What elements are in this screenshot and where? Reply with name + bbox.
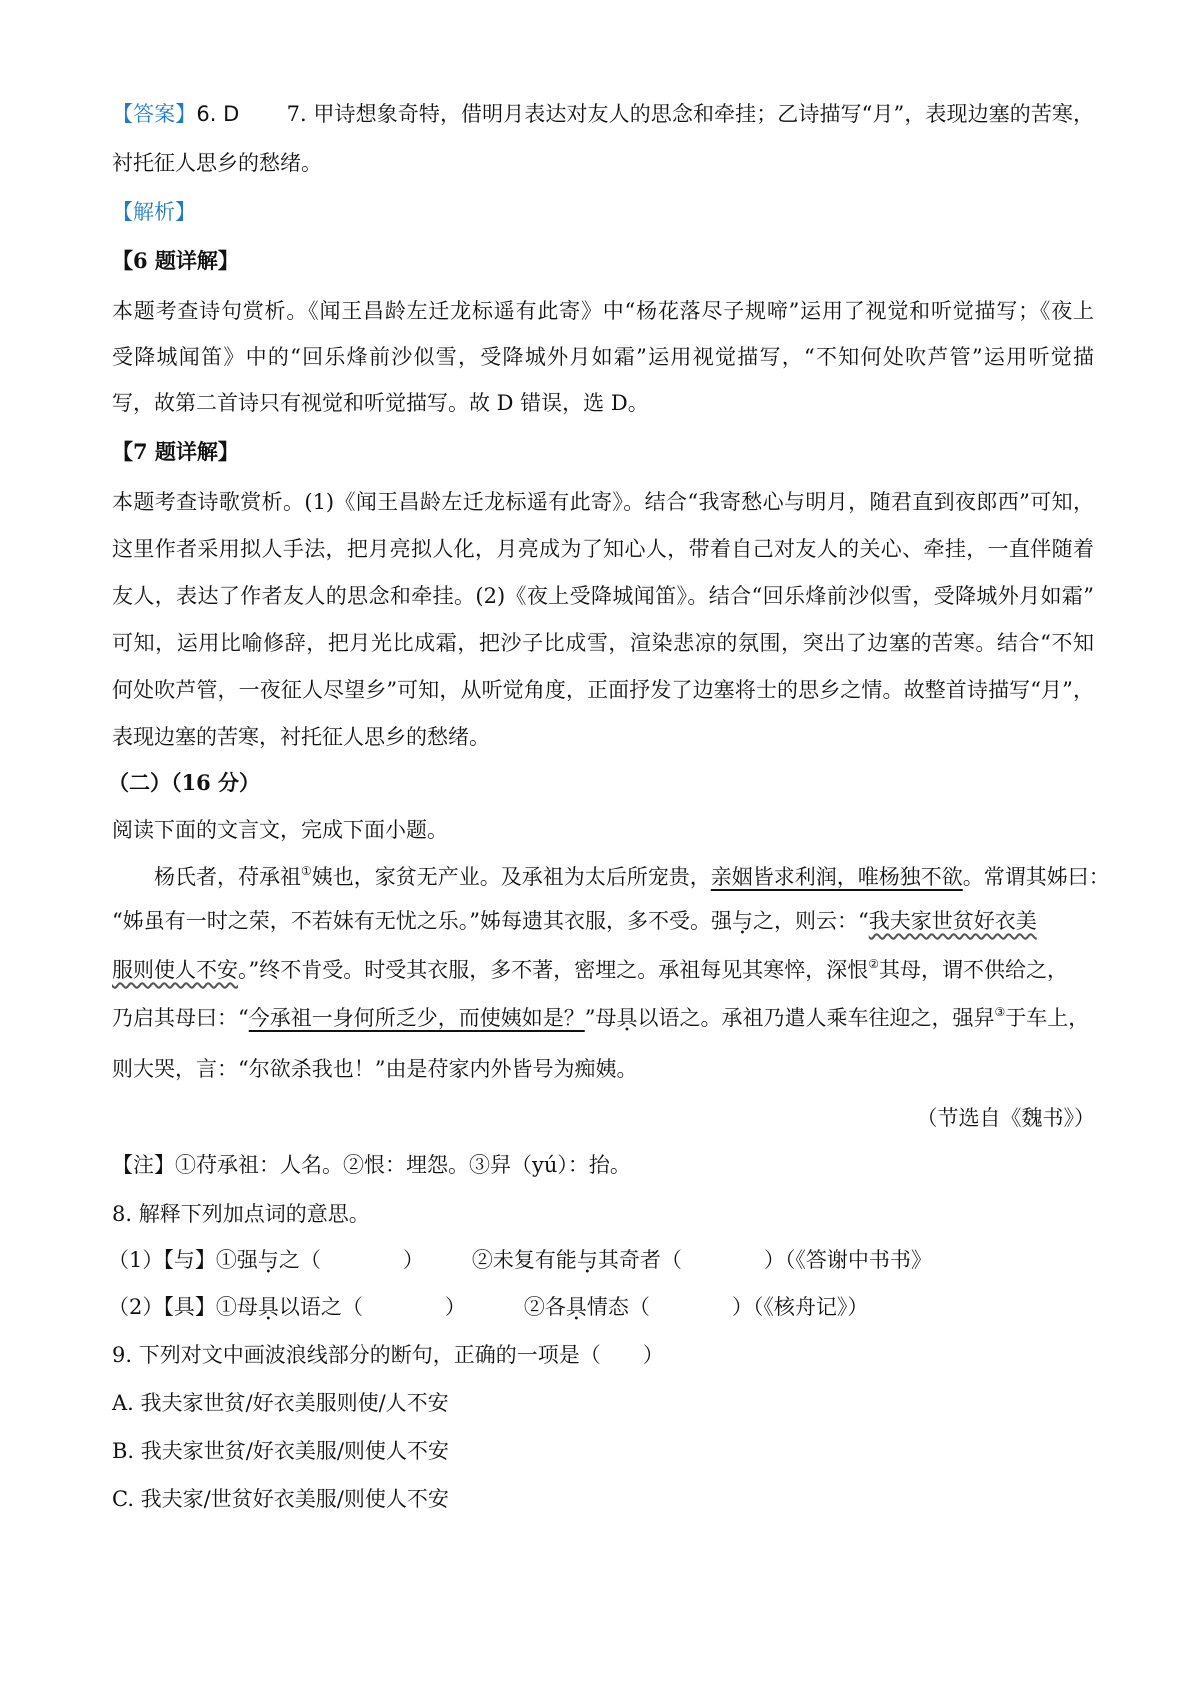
text: “姊虽有一时之荣，不若妹有无忧之乐。”姊每遗其衣服，多不受。强 — [112, 909, 732, 933]
passage-source: （节选自《魏书》） — [916, 1106, 1095, 1130]
q9-option-c[interactable]: C. 我夫家/世贫好衣美服/则使人不安 — [112, 1487, 449, 1511]
answer-line-1 — [112, 99, 1094, 129]
q7-detail-line: 本题考查诗歌赏析。(1)《闻王昌龄左迁龙标遥有此寄》。结合“我寄愁心与明月，随君直到夜郎西”可知， — [112, 490, 1094, 514]
text: （1）【与】①强 — [108, 1248, 258, 1272]
q7-detail-heading: 【7 题详解】 — [112, 439, 239, 464]
dotted-word: 与 — [576, 1248, 598, 1272]
text: 情态（ — [586, 1295, 650, 1319]
q6-detail-heading: 【6 题详解】 — [112, 248, 239, 273]
passage-line-5: 则大哭，言：“尔欲杀我也！”由是苻家内外皆号为痴姨。 — [112, 1057, 638, 1081]
dotted-word: 具 — [257, 1295, 279, 1319]
underlined-sentence: 亲姻皆求利润，唯杨独不欲 — [710, 865, 963, 889]
text: ②未复有能 — [471, 1248, 577, 1272]
passage-line-4 — [112, 1003, 1089, 1033]
text: 之（ — [278, 1248, 321, 1272]
text: 其母，谓不供给之， — [879, 958, 1068, 982]
text: 。”终不肯受。时受其衣服，多不著，密埋之。承祖每见其寒悴，深恨 — [238, 958, 869, 982]
q6-detail-line: 受降城闻笛》中的“回乐烽前沙似雪，受降城外月如霜”运用视觉描写，“不知何处吹芦管”运用听觉描 — [112, 345, 1094, 369]
section-instruction: 阅读下面的文言文，完成下面小题。 — [112, 818, 448, 842]
passage-line-2 — [112, 906, 1037, 936]
answer-tag: 【答案】 — [112, 102, 197, 126]
q8-row-1 — [108, 1245, 932, 1275]
wavy-underlined-text: 服则使人不安 — [112, 958, 238, 982]
q7-detail-line: 表现边塞的苦寒，衬托征人思乡的愁绪。 — [112, 725, 490, 749]
passage-line-3 — [112, 955, 1068, 985]
note-marker: ② — [868, 957, 879, 971]
text: ②各 — [523, 1295, 566, 1319]
analysis-tag: 【解析】 — [112, 200, 196, 224]
dotted-word: 与 — [257, 1248, 279, 1272]
q7-detail-line: 这里作者采用拟人手法，把月亮拟人化，月亮成为了知心人，带着自己对友人的关心、牵挂，一直伴随着 — [112, 537, 1094, 561]
text: 于车上， — [1005, 1006, 1090, 1030]
answer-q7-line2: 衬托征人思乡的愁绪。 — [112, 151, 322, 175]
text: 以语之。承祖乃遣人乘车往迎之，强舁 — [637, 1006, 995, 1030]
q9-stem: 9. 下列对文中画波浪线部分的断句，正确的一项是（ ） — [112, 1343, 664, 1367]
dotted-word: 具 — [616, 1006, 638, 1030]
note-marker: ③ — [994, 1005, 1006, 1019]
text: 乃启其母曰：“ — [112, 1006, 249, 1030]
text: ”母 — [584, 1006, 617, 1030]
q8-stem: 8. 解释下列加点词的意思。 — [112, 1202, 370, 1226]
dotted-word: 与 — [731, 909, 753, 933]
q7-detail-line: 友人，表达了作者友人的思念和牵挂。(2)《夜上受降城闻笛》。结合“回乐烽前沙似雪，受降城外月如霜” — [112, 584, 1094, 608]
text: 之，则云：“ — [752, 909, 869, 933]
wavy-underlined-text: 我夫家世贫好衣美 — [868, 909, 1037, 933]
dotted-word: 具 — [565, 1295, 587, 1319]
text: ）（《核舟记》） — [731, 1295, 869, 1319]
q8-row-2 — [108, 1292, 868, 1322]
passage-line-1 — [154, 862, 1110, 892]
text: 姨也，家贫无产业。及承祖为太后所宠贵， — [311, 865, 711, 889]
note-marker: ① — [301, 864, 312, 878]
section-heading: （二）（16 分） — [108, 770, 261, 795]
text: 以语之（ — [278, 1295, 363, 1319]
q6-detail-line: 写，故第二首诗只有视觉和听觉描写。故 D 错误，选 D。 — [112, 391, 649, 415]
answer-q6: 6. D — [196, 102, 240, 126]
text: 杨氏者，苻承祖 — [154, 865, 301, 889]
text: （2）【具】①母 — [108, 1295, 258, 1319]
text: 其奇者（ — [597, 1248, 682, 1272]
text: ） — [402, 1248, 424, 1272]
text: ） — [444, 1295, 466, 1319]
q6-detail-line: 本题考查诗句赏析。《闻王昌龄左迁龙标遥有此寄》中“杨花落尽子规啼”运用了视觉和听觉描写；《夜上 — [112, 299, 1094, 323]
answer-q7-line1: 7. 甲诗想象奇特，借明月表达对友人的思念和牵挂；乙诗描写“月”，表现边塞的苦寒， — [286, 102, 1095, 126]
passage-note: 【注】①苻承祖：人名。②恨：埋怨。③舁（yú）：抬。 — [112, 1153, 631, 1177]
text: ）（《答谢中书书》 — [763, 1248, 932, 1272]
underlined-sentence: 今承祖一身何所乏少，而使姨如是？ — [248, 1006, 585, 1030]
text: 。常谓其姊曰： — [962, 865, 1110, 889]
q7-detail-line: 可知，运用比喻修辞，把月光比成霜，把沙子比成雪，渲染悲凉的氛围，突出了边塞的苦寒。结合“不知 — [112, 631, 1094, 655]
q9-option-a[interactable]: A. 我夫家世贫/好衣美服则使/人不安 — [112, 1391, 449, 1415]
q9-option-b[interactable]: B. 我夫家世贫/好衣美服/则使人不安 — [112, 1439, 449, 1463]
q7-detail-line: 何处吹芦管，一夜征人尽望乡”可知，从听觉角度，正面抒发了边塞将士的思乡之情。故整首诗描写“月”， — [112, 678, 1094, 702]
